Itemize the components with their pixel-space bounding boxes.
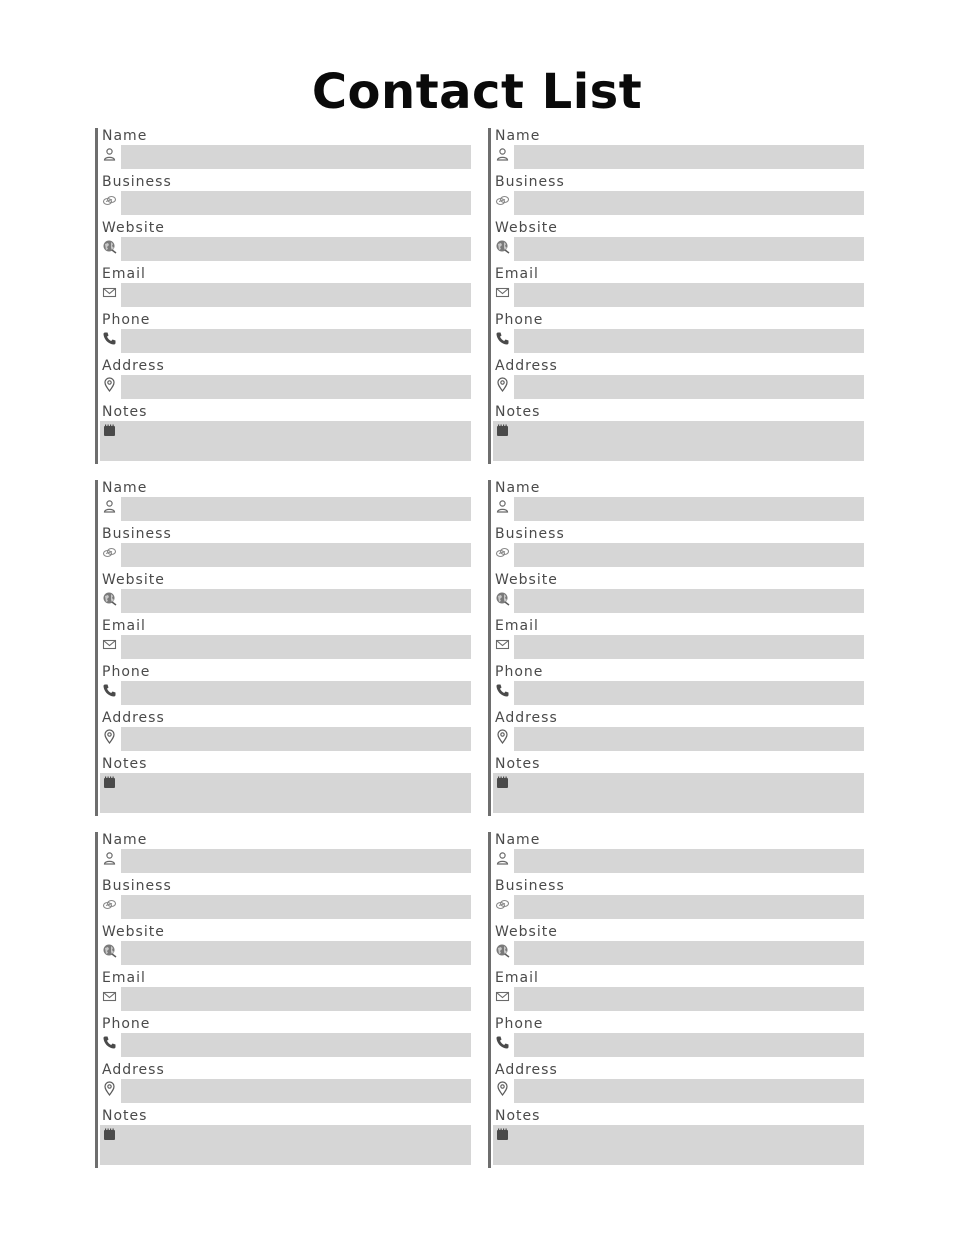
person-icon <box>495 147 510 162</box>
business-label: Business <box>495 878 565 894</box>
phone-label: Phone <box>495 1016 544 1032</box>
name-input[interactable] <box>121 145 471 169</box>
phone-label: Phone <box>102 1016 151 1032</box>
contact-card <box>488 832 865 1168</box>
email-input[interactable] <box>514 987 864 1011</box>
phone-field-group <box>98 1016 472 1062</box>
address-field-group <box>98 710 472 756</box>
envelope-icon <box>102 285 117 300</box>
address-field-group <box>98 358 472 404</box>
email-field-group <box>491 266 865 312</box>
phone-input[interactable] <box>121 1033 471 1057</box>
phone-input[interactable] <box>514 329 864 353</box>
business-icon <box>102 897 117 912</box>
email-label: Email <box>102 618 146 634</box>
envelope-icon <box>495 637 510 652</box>
name-label: Name <box>102 832 148 848</box>
business-label: Business <box>102 174 172 190</box>
notes-label: Notes <box>495 1108 541 1124</box>
notes-field-group <box>491 1108 865 1154</box>
phone-label: Phone <box>102 664 151 680</box>
email-field-group <box>491 618 865 664</box>
email-label: Email <box>495 618 539 634</box>
website-label: Website <box>495 220 558 236</box>
business-field-group <box>491 174 865 220</box>
email-input[interactable] <box>514 283 864 307</box>
notes-field-group <box>98 404 472 450</box>
business-input[interactable] <box>514 191 864 215</box>
website-field-group <box>491 220 865 266</box>
map-pin-icon <box>495 377 510 392</box>
email-field-group <box>98 266 472 312</box>
website-input[interactable] <box>514 237 864 261</box>
person-icon <box>495 851 510 866</box>
name-input[interactable] <box>121 849 471 873</box>
address-label: Address <box>495 1062 558 1078</box>
globe-icon <box>102 943 117 958</box>
notes-input[interactable] <box>100 1125 471 1165</box>
name-field-group <box>491 832 865 878</box>
phone-input[interactable] <box>514 1033 864 1057</box>
address-input[interactable] <box>121 375 471 399</box>
website-label: Website <box>495 572 558 588</box>
globe-icon <box>495 239 510 254</box>
notepad-icon <box>495 423 510 438</box>
business-input[interactable] <box>121 191 471 215</box>
phone-icon <box>495 1035 510 1050</box>
name-label: Name <box>495 128 541 144</box>
contact-card <box>488 480 865 816</box>
notes-field-group <box>491 756 865 802</box>
phone-icon <box>102 683 117 698</box>
notepad-icon <box>495 775 510 790</box>
phone-icon <box>102 1035 117 1050</box>
address-field-group <box>491 1062 865 1108</box>
map-pin-icon <box>102 377 117 392</box>
phone-label: Phone <box>495 664 544 680</box>
notepad-icon <box>102 775 117 790</box>
business-icon <box>495 193 510 208</box>
address-input[interactable] <box>514 727 864 751</box>
address-field-group <box>491 358 865 404</box>
notes-input[interactable] <box>100 421 471 461</box>
website-label: Website <box>102 924 165 940</box>
name-field-group <box>98 832 472 878</box>
phone-input[interactable] <box>121 681 471 705</box>
address-label: Address <box>495 710 558 726</box>
notes-input[interactable] <box>100 773 471 813</box>
globe-icon <box>102 239 117 254</box>
business-input[interactable] <box>514 543 864 567</box>
envelope-icon <box>102 637 117 652</box>
website-field-group <box>98 572 472 618</box>
phone-field-group <box>491 1016 865 1062</box>
page-title: Contact List <box>311 64 643 120</box>
address-input[interactable] <box>514 1079 864 1103</box>
address-input[interactable] <box>514 375 864 399</box>
name-field-group <box>491 480 865 526</box>
website-field-group <box>491 924 865 970</box>
notes-input[interactable] <box>493 1125 864 1165</box>
website-input[interactable] <box>121 941 471 965</box>
name-label: Name <box>495 480 541 496</box>
address-label: Address <box>102 710 165 726</box>
notepad-icon <box>102 1127 117 1142</box>
notes-label: Notes <box>102 756 148 772</box>
name-field-group <box>98 128 472 174</box>
address-field-group <box>491 710 865 756</box>
business-label: Business <box>495 526 565 542</box>
address-field-group <box>98 1062 472 1108</box>
notes-field-group <box>98 756 472 802</box>
phone-icon <box>495 331 510 346</box>
business-label: Business <box>102 878 172 894</box>
name-input[interactable] <box>514 497 864 521</box>
name-input[interactable] <box>514 145 864 169</box>
phone-input[interactable] <box>514 681 864 705</box>
email-label: Email <box>495 266 539 282</box>
business-icon <box>102 545 117 560</box>
notes-label: Notes <box>102 1108 148 1124</box>
website-field-group <box>98 220 472 266</box>
email-input[interactable] <box>121 987 471 1011</box>
name-label: Name <box>102 128 148 144</box>
business-input[interactable] <box>514 895 864 919</box>
notes-label: Notes <box>102 404 148 420</box>
website-field-group <box>491 572 865 618</box>
notes-label: Notes <box>495 756 541 772</box>
phone-label: Phone <box>102 312 151 328</box>
business-icon <box>495 897 510 912</box>
notepad-icon <box>495 1127 510 1142</box>
contact-card <box>95 480 472 816</box>
phone-icon <box>102 331 117 346</box>
website-label: Website <box>102 220 165 236</box>
address-label: Address <box>102 1062 165 1078</box>
phone-input[interactable] <box>121 329 471 353</box>
website-label: Website <box>495 924 558 940</box>
business-input[interactable] <box>121 895 471 919</box>
name-field-group <box>98 480 472 526</box>
business-field-group <box>98 174 472 220</box>
person-icon <box>102 499 117 514</box>
envelope-icon <box>495 285 510 300</box>
notes-field-group <box>491 404 865 450</box>
email-label: Email <box>495 970 539 986</box>
notes-input[interactable] <box>493 773 864 813</box>
website-input[interactable] <box>121 589 471 613</box>
address-input[interactable] <box>121 1079 471 1103</box>
website-field-group <box>98 924 472 970</box>
name-field-group <box>491 128 865 174</box>
name-label: Name <box>495 832 541 848</box>
website-input[interactable] <box>514 589 864 613</box>
address-label: Address <box>495 358 558 374</box>
globe-icon <box>495 943 510 958</box>
email-input[interactable] <box>121 635 471 659</box>
address-label: Address <box>102 358 165 374</box>
email-field-group <box>98 618 472 664</box>
envelope-icon <box>102 989 117 1004</box>
notes-field-group <box>98 1108 472 1154</box>
website-input[interactable] <box>121 237 471 261</box>
phone-field-group <box>491 664 865 710</box>
contact-card <box>488 128 865 464</box>
person-icon <box>102 147 117 162</box>
business-icon <box>495 545 510 560</box>
map-pin-icon <box>102 1081 117 1096</box>
globe-icon <box>495 591 510 606</box>
person-icon <box>495 499 510 514</box>
business-field-group <box>491 878 865 924</box>
address-input[interactable] <box>121 727 471 751</box>
business-field-group <box>98 878 472 924</box>
website-input[interactable] <box>514 941 864 965</box>
website-label: Website <box>102 572 165 588</box>
email-field-group <box>491 970 865 1016</box>
phone-field-group <box>491 312 865 358</box>
phone-field-group <box>98 664 472 710</box>
map-pin-icon <box>102 729 117 744</box>
phone-label: Phone <box>495 312 544 328</box>
globe-icon <box>102 591 117 606</box>
business-label: Business <box>102 526 172 542</box>
email-field-group <box>98 970 472 1016</box>
contact-card <box>95 832 472 1168</box>
notepad-icon <box>102 423 117 438</box>
email-input[interactable] <box>514 635 864 659</box>
contact-card <box>95 128 472 464</box>
envelope-icon <box>495 989 510 1004</box>
map-pin-icon <box>495 729 510 744</box>
person-icon <box>102 851 117 866</box>
phone-field-group <box>98 312 472 358</box>
name-input[interactable] <box>514 849 864 873</box>
name-label: Name <box>102 480 148 496</box>
email-label: Email <box>102 266 146 282</box>
email-label: Email <box>102 970 146 986</box>
map-pin-icon <box>495 1081 510 1096</box>
business-field-group <box>98 526 472 572</box>
business-input[interactable] <box>121 543 471 567</box>
email-input[interactable] <box>121 283 471 307</box>
business-field-group <box>491 526 865 572</box>
notes-label: Notes <box>495 404 541 420</box>
notes-input[interactable] <box>493 421 864 461</box>
name-input[interactable] <box>121 497 471 521</box>
business-icon <box>102 193 117 208</box>
phone-icon <box>495 683 510 698</box>
business-label: Business <box>495 174 565 190</box>
